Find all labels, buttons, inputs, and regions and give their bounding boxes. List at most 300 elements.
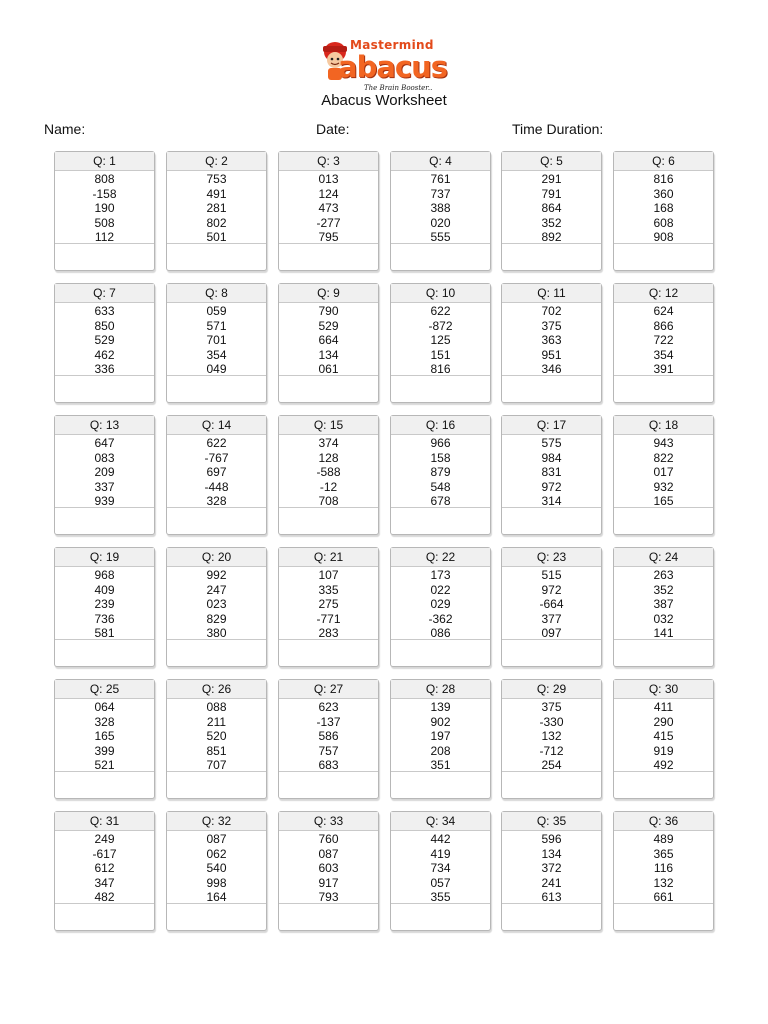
question-number: 697 <box>206 465 227 479</box>
question-number: 377 <box>541 611 562 626</box>
answer-box[interactable] <box>502 771 601 798</box>
number-list <box>391 303 490 377</box>
question-label: Q: 13 <box>55 416 154 435</box>
question-number: 575 <box>541 436 562 450</box>
answer-box[interactable] <box>391 903 490 930</box>
question-number: 972 <box>541 582 562 597</box>
number-list <box>279 699 378 773</box>
question-number: 908 <box>653 230 674 244</box>
question-number: 992 <box>206 568 227 582</box>
question-number: 737 <box>430 186 451 201</box>
question-number: 013 <box>318 172 339 186</box>
question-label: Q: 34 <box>391 812 490 831</box>
question-number: 984 <box>541 450 562 465</box>
question-number: 249 <box>94 832 115 846</box>
number-list <box>167 699 266 773</box>
answer-box[interactable] <box>502 903 601 930</box>
question-number: 337 <box>94 479 115 494</box>
question-label: Q: 8 <box>167 284 266 303</box>
question-label: Q: 14 <box>167 416 266 435</box>
question-number: 391 <box>653 362 674 376</box>
answer-box[interactable] <box>55 507 154 534</box>
number-list <box>391 831 490 905</box>
question-card <box>390 679 491 799</box>
question-number: 892 <box>541 230 562 244</box>
question-number: 124 <box>318 186 339 201</box>
number-list <box>167 567 266 641</box>
question-number: 822 <box>653 450 674 465</box>
question-number: 529 <box>318 318 339 333</box>
question-number: 722 <box>653 333 674 347</box>
question-card <box>278 283 379 403</box>
answer-box[interactable] <box>167 771 266 798</box>
question-label: Q: 9 <box>279 284 378 303</box>
number-list <box>502 699 601 773</box>
number-list <box>279 435 378 509</box>
question-number: -664 <box>539 597 564 611</box>
answer-box[interactable] <box>614 507 713 534</box>
question-number: 197 <box>430 729 451 743</box>
question-number: 190 <box>94 201 115 215</box>
answer-box[interactable] <box>279 639 378 666</box>
question-number: 442 <box>430 832 451 846</box>
question-number: 360 <box>653 186 674 201</box>
question-label: Q: 20 <box>167 548 266 567</box>
question-number: 702 <box>541 304 562 318</box>
question-label: Q: 1 <box>55 152 154 171</box>
answer-box[interactable] <box>55 771 154 798</box>
question-label: Q: 35 <box>502 812 601 831</box>
question-number: -588 <box>316 465 341 479</box>
question-number: 173 <box>430 568 451 582</box>
question-label: Q: 15 <box>279 416 378 435</box>
number-list <box>55 699 154 773</box>
time-duration-label: Time Duration: <box>512 121 604 137</box>
answer-box[interactable] <box>391 771 490 798</box>
number-list <box>279 567 378 641</box>
question-number: 633 <box>94 304 115 318</box>
answer-box[interactable] <box>502 243 601 270</box>
question-card <box>390 151 491 271</box>
question-number: 795 <box>318 230 339 244</box>
answer-box[interactable] <box>167 639 266 666</box>
question-number: 521 <box>94 758 115 772</box>
question-number: 275 <box>318 597 339 611</box>
question-number: 375 <box>541 318 562 333</box>
question-number: 354 <box>206 347 227 362</box>
number-list <box>279 303 378 377</box>
question-label: Q: 27 <box>279 680 378 699</box>
question-card <box>54 547 155 667</box>
question-card <box>390 283 491 403</box>
question-number: 158 <box>430 450 451 465</box>
answer-box[interactable] <box>55 903 154 930</box>
question-number: 902 <box>430 714 451 729</box>
answer-box[interactable] <box>502 375 601 402</box>
question-card <box>390 811 491 931</box>
number-list <box>55 435 154 509</box>
question-number: 208 <box>430 743 451 758</box>
question-number: 473 <box>318 201 339 215</box>
question-card <box>501 547 602 667</box>
question-number: 387 <box>653 597 674 611</box>
answer-box[interactable] <box>614 639 713 666</box>
question-number: 022 <box>430 582 451 597</box>
question-number: 612 <box>94 861 115 875</box>
answer-box[interactable] <box>167 375 266 402</box>
number-list <box>502 171 601 245</box>
question-number: 354 <box>653 347 674 362</box>
number-list <box>55 171 154 245</box>
question-number: 057 <box>430 875 451 890</box>
question-number: 032 <box>653 611 674 626</box>
question-number: 866 <box>653 318 674 333</box>
number-list <box>279 171 378 245</box>
number-list <box>614 567 713 641</box>
question-number: 125 <box>430 333 451 347</box>
question-number: 134 <box>541 846 562 861</box>
question-number: 707 <box>206 758 227 772</box>
question-number: -277 <box>316 215 341 230</box>
answer-box[interactable] <box>391 639 490 666</box>
question-number: 291 <box>541 172 562 186</box>
answer-box[interactable] <box>279 375 378 402</box>
answer-box[interactable] <box>502 507 601 534</box>
question-number: 062 <box>206 846 227 861</box>
question-card <box>54 415 155 535</box>
question-number: 335 <box>318 582 339 597</box>
question-label: Q: 26 <box>167 680 266 699</box>
question-label: Q: 10 <box>391 284 490 303</box>
question-label: Q: 32 <box>167 812 266 831</box>
question-number: 336 <box>94 362 115 376</box>
question-number: 020 <box>430 215 451 230</box>
question-number: 678 <box>430 494 451 508</box>
answer-box[interactable] <box>55 639 154 666</box>
number-list <box>502 567 601 641</box>
question-number: 734 <box>430 861 451 875</box>
question-label: Q: 11 <box>502 284 601 303</box>
question-number: 760 <box>318 832 339 846</box>
question-number: 168 <box>653 201 674 215</box>
answer-box[interactable] <box>614 375 713 402</box>
number-list <box>391 171 490 245</box>
question-number: 375 <box>541 700 562 714</box>
answer-box[interactable] <box>614 771 713 798</box>
number-list <box>614 699 713 773</box>
question-number: 701 <box>206 333 227 347</box>
question-number: 571 <box>206 318 227 333</box>
question-number: 346 <box>541 362 562 376</box>
question-number: 968 <box>94 568 115 582</box>
answer-box[interactable] <box>55 375 154 402</box>
question-number: 352 <box>653 582 674 597</box>
question-card <box>54 283 155 403</box>
question-number: 355 <box>430 890 451 904</box>
question-card <box>54 151 155 271</box>
number-list <box>55 303 154 377</box>
number-list <box>167 831 266 905</box>
question-label: Q: 18 <box>614 416 713 435</box>
question-number: 736 <box>94 611 115 626</box>
question-card <box>278 547 379 667</box>
question-number: 328 <box>206 494 227 508</box>
question-number: 581 <box>94 626 115 640</box>
question-label: Q: 25 <box>55 680 154 699</box>
question-number: 290 <box>653 714 674 729</box>
question-number: 241 <box>541 875 562 890</box>
number-list <box>391 435 490 509</box>
question-number: 683 <box>318 758 339 772</box>
question-number: 314 <box>541 494 562 508</box>
question-number: 283 <box>318 626 339 640</box>
question-number: 831 <box>541 465 562 479</box>
question-number: 164 <box>206 890 227 904</box>
question-number: 793 <box>318 890 339 904</box>
question-number: 998 <box>206 875 227 890</box>
question-number: 347 <box>94 875 115 890</box>
question-number: 247 <box>206 582 227 597</box>
question-card <box>501 811 602 931</box>
question-number: 816 <box>653 172 674 186</box>
number-list <box>614 171 713 245</box>
question-number: 932 <box>653 479 674 494</box>
question-number: 520 <box>206 729 227 743</box>
question-number: 352 <box>541 215 562 230</box>
question-number: 059 <box>206 304 227 318</box>
question-number: 116 <box>653 861 674 875</box>
question-number: 492 <box>653 758 674 772</box>
question-card <box>613 679 714 799</box>
question-number: 623 <box>318 700 339 714</box>
question-number: 409 <box>94 582 115 597</box>
number-list <box>167 171 266 245</box>
worksheet-title: Abacus Worksheet <box>321 92 447 109</box>
question-label: Q: 2 <box>167 152 266 171</box>
mastermind-abacus-logo <box>320 34 450 98</box>
question-label: Q: 4 <box>391 152 490 171</box>
question-label: Q: 21 <box>279 548 378 567</box>
question-number: 851 <box>206 743 227 758</box>
question-card <box>278 811 379 931</box>
question-number: 087 <box>206 832 227 846</box>
question-card <box>613 283 714 403</box>
question-number: -12 <box>319 479 338 494</box>
number-list <box>55 567 154 641</box>
logo-tagline: The Brain Booster.. <box>364 84 433 92</box>
question-number: 622 <box>206 436 227 450</box>
answer-box[interactable] <box>279 243 378 270</box>
question-number: -448 <box>204 479 229 494</box>
question-number: 088 <box>206 700 227 714</box>
question-label: Q: 23 <box>502 548 601 567</box>
question-number: 134 <box>318 347 339 362</box>
question-number: 132 <box>541 729 562 743</box>
question-number: 388 <box>430 201 451 215</box>
question-card <box>501 679 602 799</box>
question-label: Q: 6 <box>614 152 713 171</box>
answer-box[interactable] <box>614 903 713 930</box>
number-list <box>502 831 601 905</box>
question-number: 540 <box>206 861 227 875</box>
question-number: 328 <box>94 714 115 729</box>
question-number: 281 <box>206 201 227 215</box>
number-list <box>614 303 713 377</box>
question-card <box>278 679 379 799</box>
question-label: Q: 7 <box>55 284 154 303</box>
question-number: 086 <box>430 626 451 640</box>
question-number: 808 <box>94 172 115 186</box>
question-number: 165 <box>94 729 115 743</box>
question-number: 647 <box>94 436 115 450</box>
question-card <box>613 547 714 667</box>
question-number: 132 <box>653 875 674 890</box>
question-number: 608 <box>653 215 674 230</box>
question-number: 596 <box>541 832 562 846</box>
question-number: -158 <box>92 186 117 201</box>
question-card <box>166 151 267 271</box>
question-number: 622 <box>430 304 451 318</box>
question-number: 850 <box>94 318 115 333</box>
question-card <box>54 679 155 799</box>
answer-box[interactable] <box>502 639 601 666</box>
question-number: 624 <box>653 304 674 318</box>
question-label: Q: 36 <box>614 812 713 831</box>
question-number: 829 <box>206 611 227 626</box>
question-label: Q: 16 <box>391 416 490 435</box>
question-card <box>501 283 602 403</box>
question-number: 802 <box>206 215 227 230</box>
question-number: 374 <box>318 436 339 450</box>
question-number: -872 <box>428 318 453 333</box>
question-number: 501 <box>206 230 227 244</box>
question-number: 943 <box>653 436 674 450</box>
question-number: -767 <box>204 450 229 465</box>
question-card <box>166 679 267 799</box>
question-number: 816 <box>430 362 451 376</box>
question-number: 112 <box>94 230 115 244</box>
question-label: Q: 31 <box>55 812 154 831</box>
question-card <box>166 283 267 403</box>
question-label: Q: 3 <box>279 152 378 171</box>
number-list <box>614 831 713 905</box>
question-card <box>278 151 379 271</box>
number-list <box>391 699 490 773</box>
question-label: Q: 19 <box>55 548 154 567</box>
question-card <box>613 811 714 931</box>
question-card <box>390 415 491 535</box>
question-number: 586 <box>318 729 339 743</box>
answer-box[interactable] <box>391 507 490 534</box>
question-label: Q: 33 <box>279 812 378 831</box>
question-number: 211 <box>206 714 227 729</box>
question-number: 029 <box>430 597 451 611</box>
answer-box[interactable] <box>167 507 266 534</box>
number-list <box>614 435 713 509</box>
question-number: 864 <box>541 201 562 215</box>
question-number: 708 <box>318 494 339 508</box>
question-number: 761 <box>430 172 451 186</box>
question-number: 049 <box>206 362 227 376</box>
question-label: Q: 12 <box>614 284 713 303</box>
question-card <box>501 415 602 535</box>
number-list <box>502 435 601 509</box>
name-label: Name: <box>44 121 86 137</box>
question-card <box>166 811 267 931</box>
question-number: 791 <box>541 186 562 201</box>
question-card <box>613 151 714 271</box>
number-list <box>502 303 601 377</box>
number-list <box>167 435 266 509</box>
question-number: 966 <box>430 436 451 450</box>
question-number: 064 <box>94 700 115 714</box>
answer-box[interactable] <box>391 243 490 270</box>
question-number: 482 <box>94 890 115 904</box>
question-number: 209 <box>94 465 115 479</box>
question-card <box>54 811 155 931</box>
answer-box[interactable] <box>391 375 490 402</box>
question-number: 380 <box>206 626 227 640</box>
question-number: 757 <box>318 743 339 758</box>
question-label: Q: 28 <box>391 680 490 699</box>
question-number: 661 <box>653 890 674 904</box>
question-number: 363 <box>541 333 562 347</box>
question-number: 462 <box>94 347 115 362</box>
question-number: 489 <box>653 832 674 846</box>
question-number: 151 <box>430 347 451 362</box>
question-number: 399 <box>94 743 115 758</box>
question-number: 972 <box>541 479 562 494</box>
question-number: 491 <box>206 186 227 201</box>
question-number: -137 <box>316 714 341 729</box>
question-number: 419 <box>430 846 451 861</box>
question-label: Q: 5 <box>502 152 601 171</box>
number-list <box>55 831 154 905</box>
answer-box[interactable] <box>55 243 154 270</box>
question-card <box>501 151 602 271</box>
question-label: Q: 17 <box>502 416 601 435</box>
question-number: 061 <box>318 362 339 376</box>
number-list <box>279 831 378 905</box>
question-number: 411 <box>653 700 674 714</box>
question-number: 351 <box>430 758 451 772</box>
date-label: Date: <box>316 121 350 137</box>
answer-box[interactable] <box>279 771 378 798</box>
question-number: 083 <box>94 450 115 465</box>
answer-box[interactable] <box>167 243 266 270</box>
question-card <box>613 415 714 535</box>
answer-box[interactable] <box>614 243 713 270</box>
question-number: 087 <box>318 846 339 861</box>
question-number: 239 <box>94 597 115 611</box>
question-number: 365 <box>653 846 674 861</box>
answer-box[interactable] <box>167 903 266 930</box>
question-number: 128 <box>318 450 339 465</box>
question-number: 415 <box>653 729 674 743</box>
answer-box[interactable] <box>279 903 378 930</box>
question-number: 664 <box>318 333 339 347</box>
question-card <box>166 547 267 667</box>
question-number: 515 <box>541 568 562 582</box>
question-number: -330 <box>539 714 564 729</box>
answer-box[interactable] <box>279 507 378 534</box>
question-number: 372 <box>541 861 562 875</box>
question-number: -712 <box>539 743 564 758</box>
question-number: -771 <box>316 611 341 626</box>
number-list <box>391 567 490 641</box>
logo-top-text: Mastermind <box>350 38 434 52</box>
question-number: 263 <box>653 568 674 582</box>
